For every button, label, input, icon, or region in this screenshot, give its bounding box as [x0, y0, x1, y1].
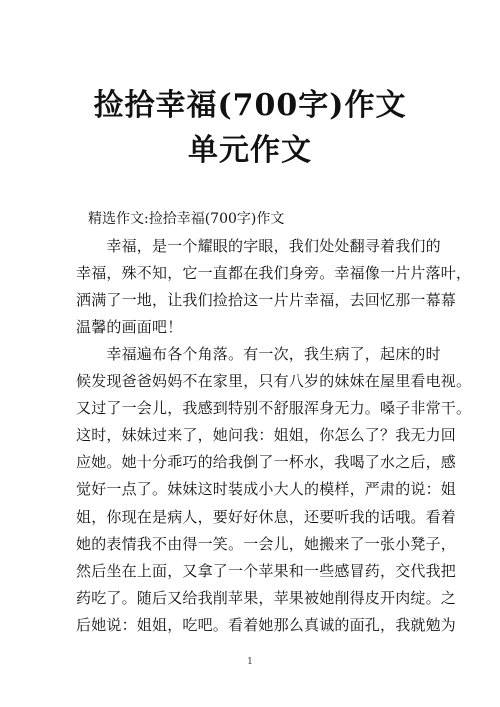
paragraph-line: 姐，你现在是病人，要好好休息，还要听我的话哦。看着: [76, 507, 457, 526]
document-meta-line: 精选作文:捡拾幸福(700字)作文: [88, 211, 285, 227]
paragraph-line: 候发现爸爸妈妈不在家里，只有八岁的妹妹在屋里看电视。: [76, 372, 472, 391]
paragraph-line: 觉好一点了。妹妹这时装成小大人的模样，严肃的说：姐: [76, 480, 457, 499]
paragraph-line: 幸福，是一个耀眼的字眼，我们处处翻寻着我们的: [76, 237, 441, 255]
paragraph-line: 然后坐在上面，又拿了一个苹果和一些感冒药，交代我把: [76, 561, 457, 580]
paragraph-1: [76, 233, 472, 341]
paragraph-line: 后她说：姐姐，吃吧。看着她那么真诚的面孔，我就勉为: [76, 615, 457, 634]
document-title-line-2: 单元作文: [188, 133, 312, 168]
paragraph-line: 又过了一会儿，我感到特别不舒服浑身无力。嗓子非常干。: [76, 399, 472, 418]
paragraph-line: 她的表情我不由得一笑。一会儿，她搬来了一张小凳子，: [76, 534, 457, 553]
paragraph-line: 洒满了一地，让我们捡拾这一片片幸福，去回忆那一幕幕: [76, 291, 457, 310]
paragraph-2: [76, 341, 472, 639]
paragraph-line: 应她。她十分乖巧的给我倒了一杯水，我喝了水之后，感: [76, 453, 457, 472]
paragraph-line: 幸福遍布各个角落。有一次，我生病了，起床的时: [76, 345, 441, 363]
document-title-line-1: 捡拾幸福(700字)作文: [93, 88, 407, 123]
paragraph-line: 这时，妹妹过来了，她问我：姐姐，你怎么了？我无力回: [76, 426, 457, 445]
paragraph-line: 温馨的画面吧！: [76, 318, 183, 337]
paragraph-line: 幸福，殊不知，它一直都在我们身旁。幸福像一片片落叶，: [76, 264, 472, 283]
paragraph-line: 药吃了。随后又给我削苹果，苹果被她削得皮开肉绽。之: [76, 588, 457, 607]
page-number: 1: [247, 657, 253, 667]
